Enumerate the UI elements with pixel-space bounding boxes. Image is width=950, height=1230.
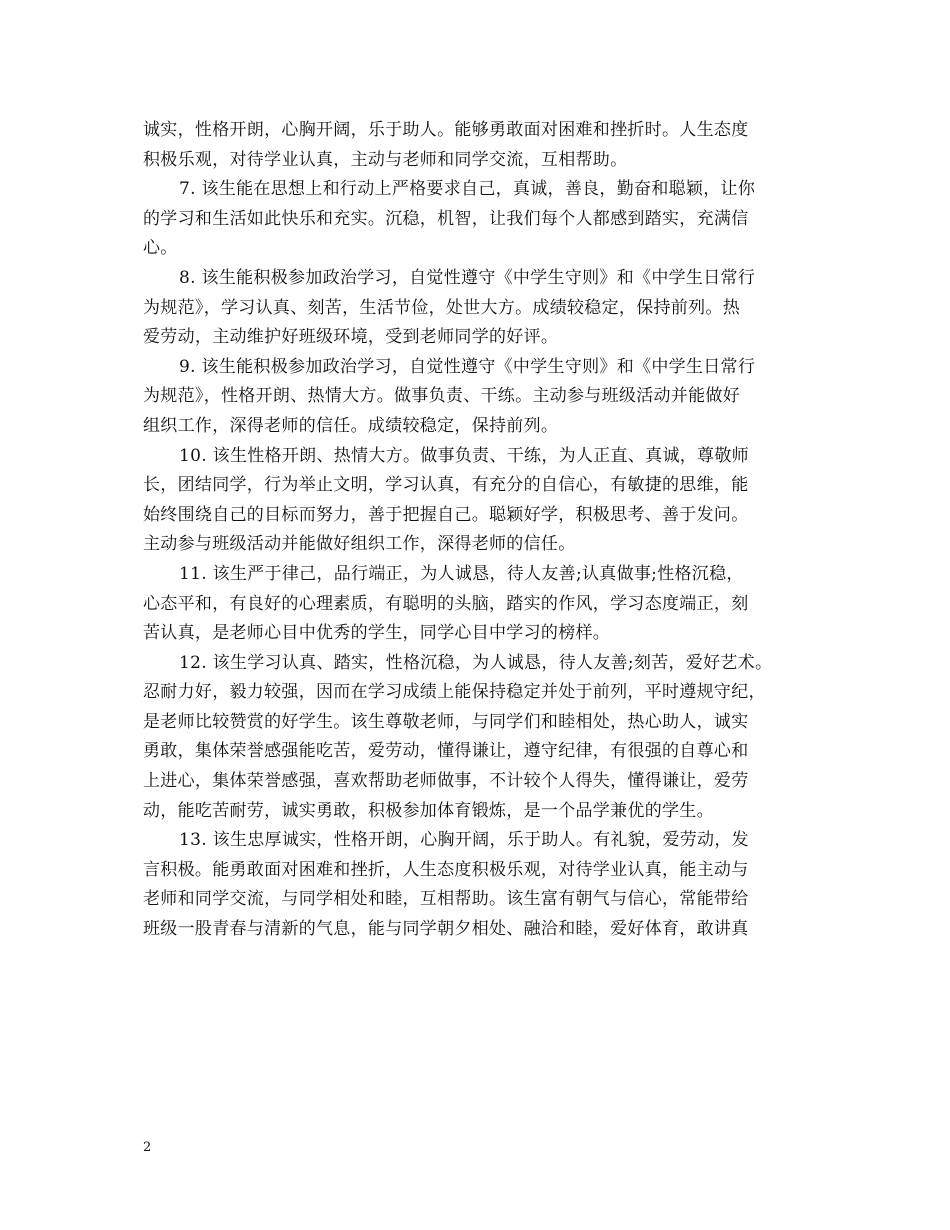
text-line: 诚实，性格开朗，心胸开阔，乐于助人。能够勇敢面对困难和挫折时。人生态度 bbox=[143, 120, 749, 140]
text-line: 忍耐力好，毅力较强，因而在学习成绩上能保持稳定并处于前列，平时遵规守纪， bbox=[143, 682, 766, 703]
text-line: 7. 该生能在思想上和行动上严格要求自己，真诚，善良，勤奋和聪颖，让你 bbox=[179, 179, 756, 200]
paragraph-item-13 bbox=[143, 826, 811, 944]
page-number: 2 bbox=[143, 1140, 152, 1155]
text-line: 苦认真，是老师心目中优秀的学生，同学心目中学习的榜样。 bbox=[143, 623, 611, 644]
text-line: 长，团结同学，行为举止文明，学习认真，有充分的自信心，有敏捷的思维，能 bbox=[143, 475, 749, 496]
text-line: 8. 该生能积极参加政治学习，自觉性遵守《中学生守则》和《中学生日常行 bbox=[179, 267, 756, 288]
text-line: 组织工作，深得老师的信任。成绩较稳定，保持前列。 bbox=[143, 415, 559, 436]
text-line: 是老师比较赞赏的好学生。该生尊敬老师，与同学们和睦相处，热心助人，诚实 bbox=[143, 711, 749, 732]
text-line: 老师和同学交流，与同学相处和睦，互相帮助。该生富有朝气与信心，常能带给 bbox=[143, 889, 749, 910]
paragraph-item-9 bbox=[143, 353, 811, 442]
text-line: 为规范》，性格开朗、热情大方。做事负责、干练。主动参与班级活动并能做好 bbox=[143, 386, 740, 407]
text-line: 9. 该生能积极参加政治学习，自觉性遵守《中学生守则》和《中学生日常行 bbox=[179, 356, 756, 377]
text-line: 12. 该生学习认真、踏实，性格沉稳，为人诚恳，待人友善;刻苦，爱好艺术。 bbox=[179, 652, 773, 673]
text-line: 积极乐观，对待学业认真，主动与老师和同学交流，互相帮助。 bbox=[143, 149, 628, 170]
text-line: 11. 该生严于律己，品行端正，为人诚恳，待人友善;认真做事;性格沉稳， bbox=[179, 563, 744, 584]
paragraph-item-12 bbox=[143, 649, 811, 827]
text-line: 班级一股青春与清新的气息，能与同学朝夕相处、融洽和睦，爱好体育，敢讲真 bbox=[143, 919, 749, 940]
text-line: 心态平和，有良好的心理素质，有聪明的头脑，踏实的作风，学习态度端正，刻 bbox=[143, 593, 749, 614]
text-line: 主动参与班级活动并能做好组织工作，深得老师的信任。 bbox=[143, 534, 576, 555]
text-line: 爱劳动，主动维护好班级环境，受到老师同学的好评。 bbox=[143, 327, 559, 348]
text-line: 言积极。能勇敢面对困难和挫折，人生态度积极乐观，对待学业认真，能主动与 bbox=[143, 859, 749, 880]
paragraph-item-11 bbox=[143, 560, 811, 649]
text-line: 上进心，集体荣誉感强，喜欢帮助老师做事，不计较个人得失，懂得谦让，爱劳 bbox=[143, 771, 749, 792]
text-line: 勇敢，集体荣誉感强能吃苦，爱劳动，懂得谦让，遵守纪律，有很强的自尊心和 bbox=[143, 741, 749, 762]
text-line: 为规范》，学习认真、刻苦，生活节俭，处世大方。成绩较稳定，保持前列。热 bbox=[143, 297, 740, 318]
text-line: 13. 该生忠厚诚实，性格开朗，心胸开阔，乐于助人。有礼貌，爱劳动，发 bbox=[179, 830, 749, 851]
paragraph-continuation bbox=[143, 116, 811, 175]
paragraph-item-10 bbox=[143, 442, 811, 560]
text-line: 的学习和生活如此快乐和充实。沉稳，机智，让我们每个人都感到踏实，充满信 bbox=[143, 208, 749, 229]
text-line: 10. 该生性格开朗、热情大方。做事负责、干练，为人正直、真诚，尊敬师 bbox=[179, 445, 749, 466]
document-body bbox=[143, 116, 811, 945]
paragraph-item-8 bbox=[143, 264, 811, 353]
text-line: 动，能吃苦耐劳，诚实勇敢，积极参加体育锻炼，是一个品学兼优的学生。 bbox=[143, 800, 714, 821]
text-line: 始终围绕自己的目标而努力，善于把握自己。聪颖好学，积极思考、善于发问。 bbox=[143, 504, 749, 525]
text-line: 心。 bbox=[143, 238, 178, 259]
paragraph-item-7 bbox=[143, 175, 811, 264]
